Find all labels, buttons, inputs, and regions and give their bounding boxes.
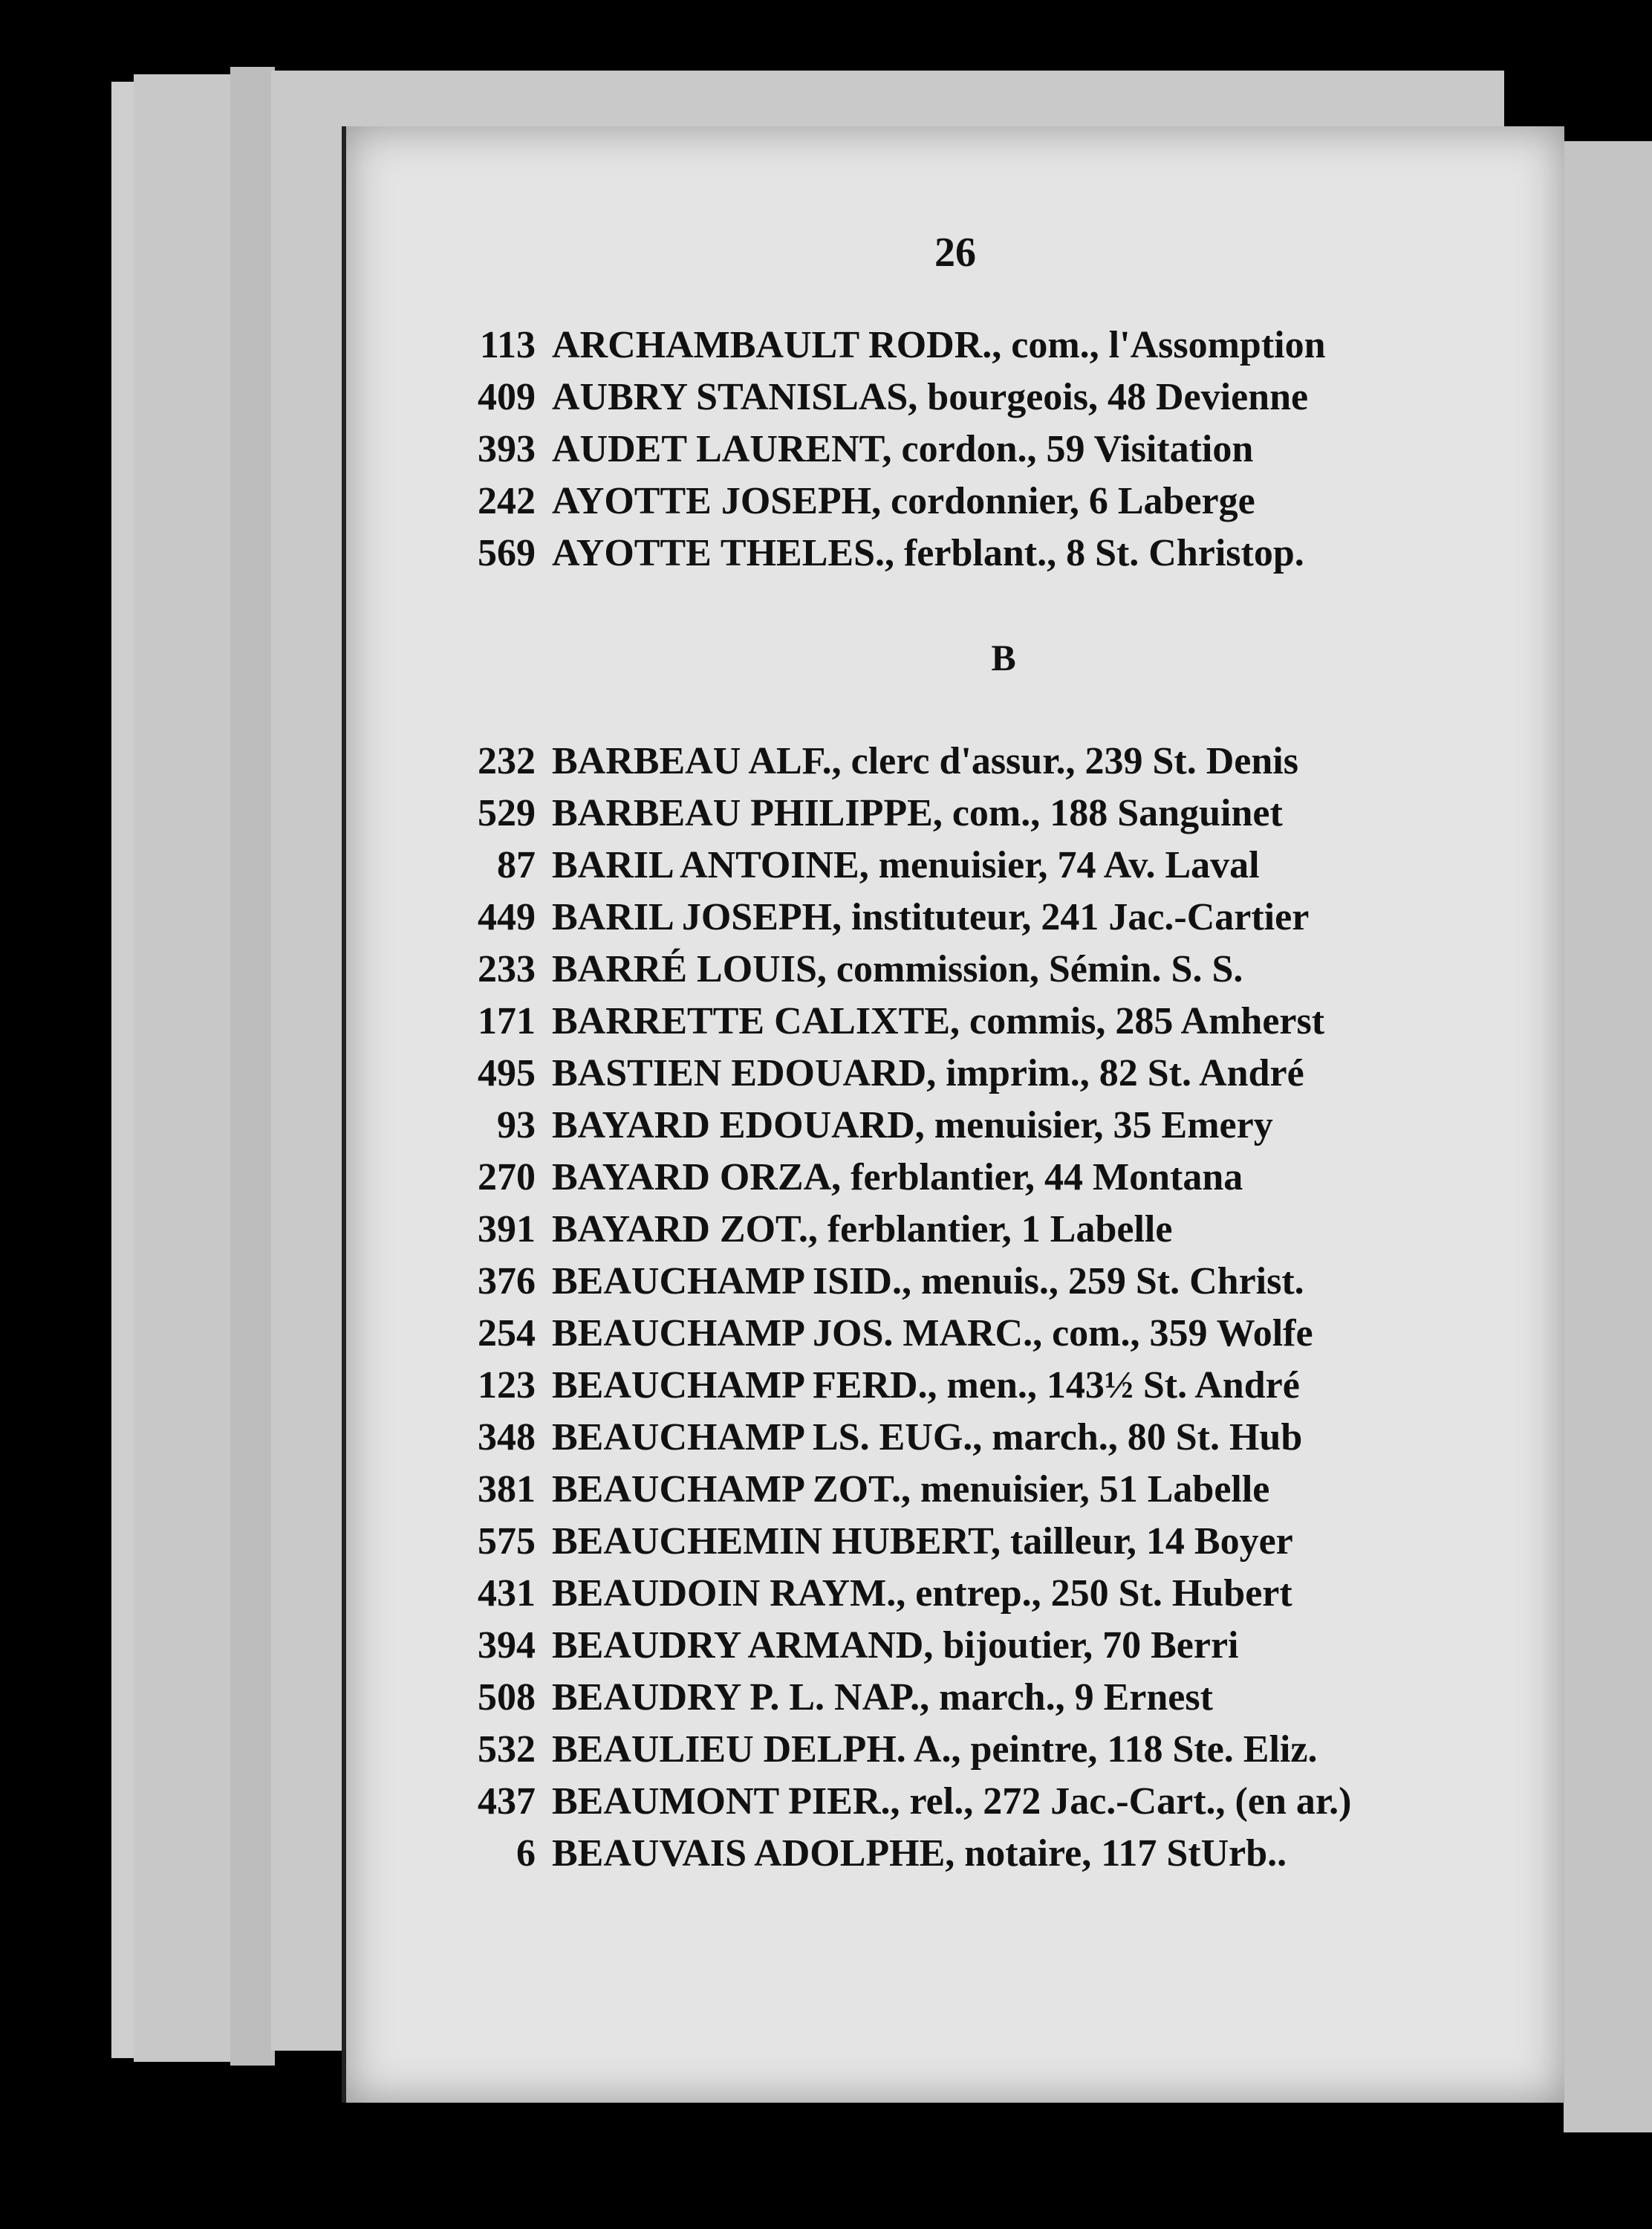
directory-entry [458,788,1549,840]
entry-text: BARRETTE CALIXTE, commis, 285 Amherst [552,1000,1325,1042]
entry-number: 508 [478,1676,536,1719]
page-number: 26 [934,230,976,276]
entry-number: 242 [478,480,536,522]
directory-entry [458,1412,1549,1464]
entry-text: BEAUCHEMIN HUBERT, tailleur, 14 Boyer [552,1520,1293,1563]
entry-text: BARIL JOSEPH, instituteur, 241 Jac.-Cartier [552,896,1310,938]
entry-text: BEAUDRY ARMAND, bijoutier, 70 Berri [552,1624,1239,1667]
directory-entry [458,1620,1549,1672]
entry-text: AUBRY STANISLAS, bourgeois, 48 Devienne [552,376,1309,418]
entry-text: BEAULIEU DELPH. A., peintre, 118 Ste. Eliz. [552,1728,1318,1771]
entry-number: 569 [478,532,536,574]
entry-text: BEAUDRY P. L. NAP., march., 9 Ernest [552,1676,1213,1719]
entry-number: 113 [479,324,536,366]
entry-text: BEAUDOIN RAYM., entrep., 250 St. Hubert [552,1572,1292,1615]
entry-number: 171 [478,1000,536,1042]
entry-text: BEAUCHAMP ZOT., menuisier, 51 Labelle [552,1468,1270,1511]
entry-text: BARBEAU PHILIPPE, com., 188 Sanguinet [552,792,1283,834]
entry-number: 431 [478,1572,536,1615]
entry-text: AYOTTE THELES., ferblant., 8 St. Christop. [552,532,1304,574]
entry-text: BEAUMONT PIER., rel., 272 Jac.-Cart., (en ar.) [552,1780,1352,1823]
directory-entry [458,1204,1549,1256]
entry-text: AYOTTE JOSEPH, cordonnier, 6 Laberge [552,480,1255,522]
entry-text: BEAUCHAMP ISID., menuis., 259 St. Christ. [552,1260,1304,1302]
directory-entry [458,1828,1549,1880]
directory-entry [458,424,1549,476]
directory-entry [458,892,1549,944]
entry-number: 529 [478,792,536,834]
entry-number: 449 [478,896,536,938]
entry-text: BEAUCHAMP FERD., men., 143½ St. André [552,1364,1300,1406]
directory-entry [458,1724,1549,1776]
entry-number: 393 [478,428,536,470]
entry-number: 233 [478,948,536,990]
entry-text: BAYARD ORZA, ferblantier, 44 Montana [552,1156,1243,1198]
entry-number: 495 [478,1052,536,1094]
directory-entry [458,736,1549,788]
entry-text: BAYARD ZOT., ferblantier, 1 Labelle [552,1208,1173,1250]
directory-entry [458,1776,1549,1828]
entry-number: 6 [516,1832,536,1875]
entry-text: BEAUVAIS ADOLPHE, notaire, 117 StUrb.. [552,1832,1287,1875]
entry-number: 348 [478,1416,536,1459]
entry-number: 123 [478,1364,536,1406]
directory-entry [458,1464,1549,1516]
directory-entry [458,372,1549,424]
directory-entry [458,528,1549,580]
directory-entry [458,1672,1549,1724]
directory-entry [458,944,1549,996]
entry-text: BEAUCHAMP JOS. MARC., com., 359 Wolfe [552,1312,1313,1354]
page-stack-edge [230,67,275,2066]
directory-entry [458,996,1549,1048]
entry-number: 437 [478,1780,536,1823]
entry-number: 575 [478,1520,536,1563]
directory-entry [458,319,1549,372]
entry-number: 232 [478,740,536,782]
entry-number: 376 [478,1260,536,1302]
entry-text: BARIL ANTOINE, menuisier, 74 Av. Laval [552,844,1260,886]
directory-entry [458,1516,1549,1568]
entry-text: BASTIEN EDOUARD, imprim., 82 St. André [552,1052,1304,1094]
entry-number: 93 [497,1104,536,1146]
entry-text: ARCHAMBAULT RODR., com., l'Assomption [552,324,1326,366]
directory-entry [458,1100,1549,1152]
entry-number: 87 [497,844,536,886]
directory-entry [458,1048,1549,1100]
entry-number: 381 [478,1468,536,1511]
entry-number: 532 [478,1728,536,1771]
entry-number: 391 [478,1208,536,1250]
directory-entry [458,1568,1549,1620]
directory-page [342,126,1564,2103]
entry-text: BEAUCHAMP LS. EUG., march., 80 St. Hub [552,1416,1303,1459]
entry-number: 394 [478,1624,536,1667]
directory-entry [458,1308,1549,1360]
directory-entry [458,1360,1549,1412]
directory-entry [458,1152,1549,1204]
entry-text: AUDET LAURENT, cordon., 59 Visitation [552,428,1254,470]
entry-text: BAYARD EDOUARD, menuisier, 35 Emery [552,1104,1273,1146]
directory-entry [458,840,1549,892]
facing-page-edge [1564,141,1652,2132]
entry-text: BARRÉ LOUIS, commission, Sémin. S. S. [552,948,1243,990]
entry-text: BARBEAU ALF., clerc d'assur., 239 St. Denis [552,740,1298,782]
entry-number: 270 [478,1156,536,1198]
directory-entries [458,319,1549,1880]
entry-number: 254 [478,1312,536,1354]
directory-entry [458,476,1549,528]
section-letter: B [991,637,1016,678]
directory-entry [458,1256,1549,1308]
entry-number: 409 [478,376,536,418]
